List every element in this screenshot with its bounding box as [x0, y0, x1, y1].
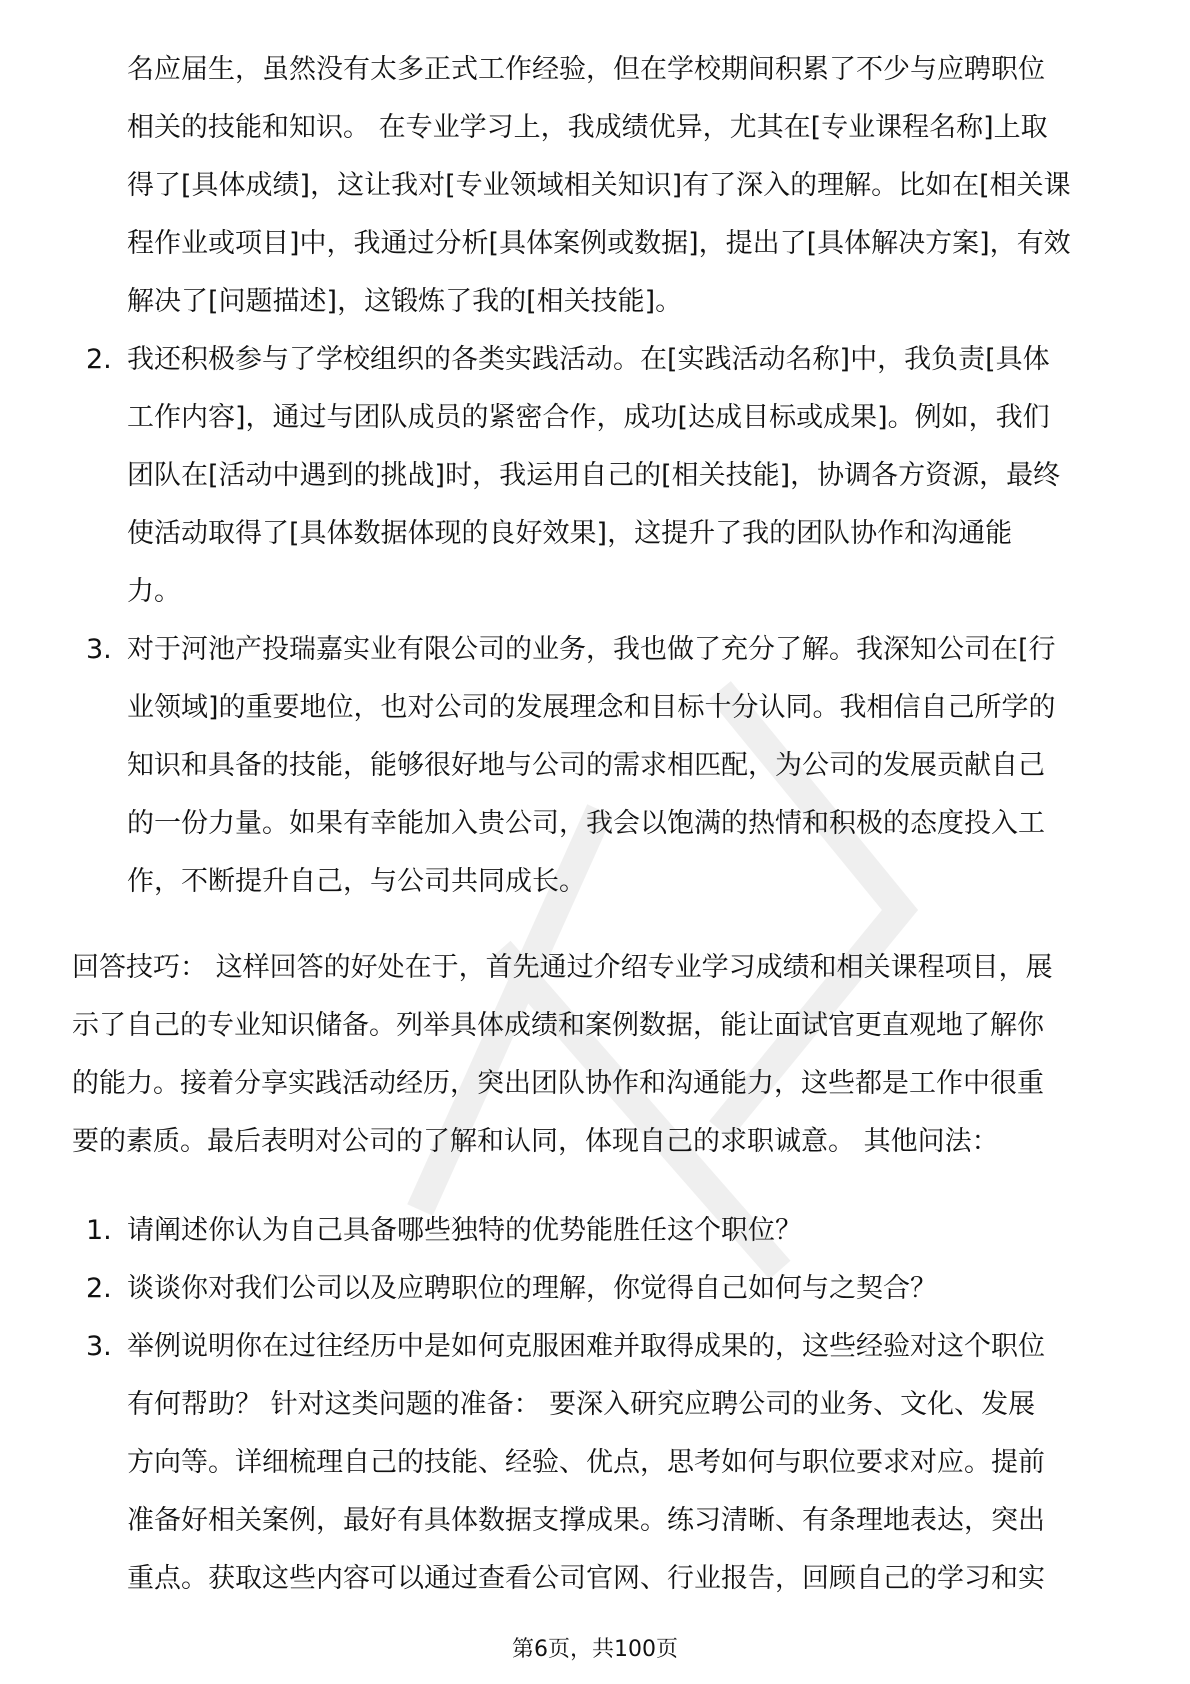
- text-line: 要的素质。最后表明对公司的了解和认同，体现自己的求职诚意。 其他问法：: [72, 1126, 999, 1157]
- text-line: 团队在[活动中遇到的挑战]时，我运用自己的[相关技能]，协调各方资源，最终: [127, 460, 1061, 491]
- text-line: 我还积极参与了学校组织的各类实践活动。在[实践活动名称]中，我负责[具体: [127, 344, 1050, 375]
- text-line: 解决了[问题描述]，这锻炼了我的[相关技能]。: [127, 286, 683, 317]
- text-line: 工作内容]，通过与团队成员的紧密合作，成功[达成目标或成果]。例如，我们: [127, 402, 1050, 433]
- text-line: 请阐述你认为自己具备哪些独特的优势能胜任这个职位？: [127, 1215, 802, 1246]
- text-line: 名应届生，虽然没有太多正式工作经验，但在学校期间积累了不少与应聘职位: [127, 54, 1045, 85]
- text-line: 力。: [127, 576, 181, 607]
- text-line: 得了[具体成绩]，这让我对[专业领域相关知识]有了深入的理解。比如在[相关课: [127, 170, 1071, 201]
- text-line: 举例说明你在过往经历中是如何克服困难并取得成果的，这些经验对这个职位: [127, 1331, 1045, 1362]
- text-line: 业领域]的重要地位，也对公司的发展理念和目标十分认同。我相信自己所学的: [127, 692, 1056, 723]
- other-question-1: [0, 1202, 1190, 1260]
- text-line: 作，不断提升自己，与公司共同成长。: [127, 866, 586, 897]
- text-line: 知识和具备的技能，能够很好地与公司的需求相匹配，为公司的发展贡献自己: [127, 750, 1045, 781]
- text-line: 重点。获取这些内容可以通过查看公司官网、行业报告，回顾自己的学习和实: [127, 1563, 1045, 1594]
- list-number: 3.: [86, 1331, 112, 1362]
- answer-item-2: [0, 331, 1190, 621]
- other-question-2: [0, 1260, 1190, 1318]
- list-number: 3.: [86, 634, 112, 665]
- text-line: 的能力。接着分享实践活动经历，突出团队协作和沟通能力，这些都是工作中很重: [72, 1068, 1044, 1099]
- text-line: 有何帮助？ 针对这类问题的准备： 要深入研究应聘公司的业务、文化、发展: [127, 1389, 1036, 1420]
- text-line: 相关的技能和知识。 在专业学习上，我成绩优异，尤其在[专业课程名称]上取: [127, 112, 1048, 143]
- text-line: 示了自己的专业知识储备。列举具体成绩和案例数据，能让面试官更直观地了解你: [72, 1010, 1044, 1041]
- other-question-3: [0, 1318, 1190, 1608]
- text-line: 方向等。详细梳理自己的技能、经验、优点，思考如何与职位要求对应。提前: [127, 1447, 1045, 1478]
- list-number: 1.: [86, 1215, 112, 1246]
- text-line: 回答技巧： 这样回答的好处在于，首先通过介绍专业学习成绩和相关课程项目，展: [72, 952, 1053, 983]
- text-line: 使活动取得了[具体数据体现的良好效果]，这提升了我的团队协作和沟通能: [127, 518, 1013, 549]
- answer-item-3: [0, 621, 1190, 911]
- text-line: 程作业或项目]中，我通过分析[具体案例或数据]，提出了[具体解决方案]，有效: [127, 228, 1071, 259]
- list-number: 2.: [86, 344, 112, 375]
- page-number: 第6页，共100页: [512, 1637, 678, 1662]
- answer-item-1-continued: [0, 41, 1190, 331]
- text-line: 谈谈你对我们公司以及应聘职位的理解，你觉得自己如何与之契合？: [127, 1273, 937, 1304]
- text-line: 的一份力量。如果有幸能加入贵公司，我会以饱满的热情和积极的态度投入工: [127, 808, 1045, 839]
- text-line: 准备好相关案例，最好有具体数据支撑成果。练习清晰、有条理地表达，突出: [127, 1505, 1045, 1536]
- list-number: 2.: [86, 1273, 112, 1304]
- answer-tips-paragraph: [0, 939, 1190, 1171]
- text-line: 对于河池产投瑞嘉实业有限公司的业务，我也做了充分了解。我深知公司在[行: [127, 634, 1056, 665]
